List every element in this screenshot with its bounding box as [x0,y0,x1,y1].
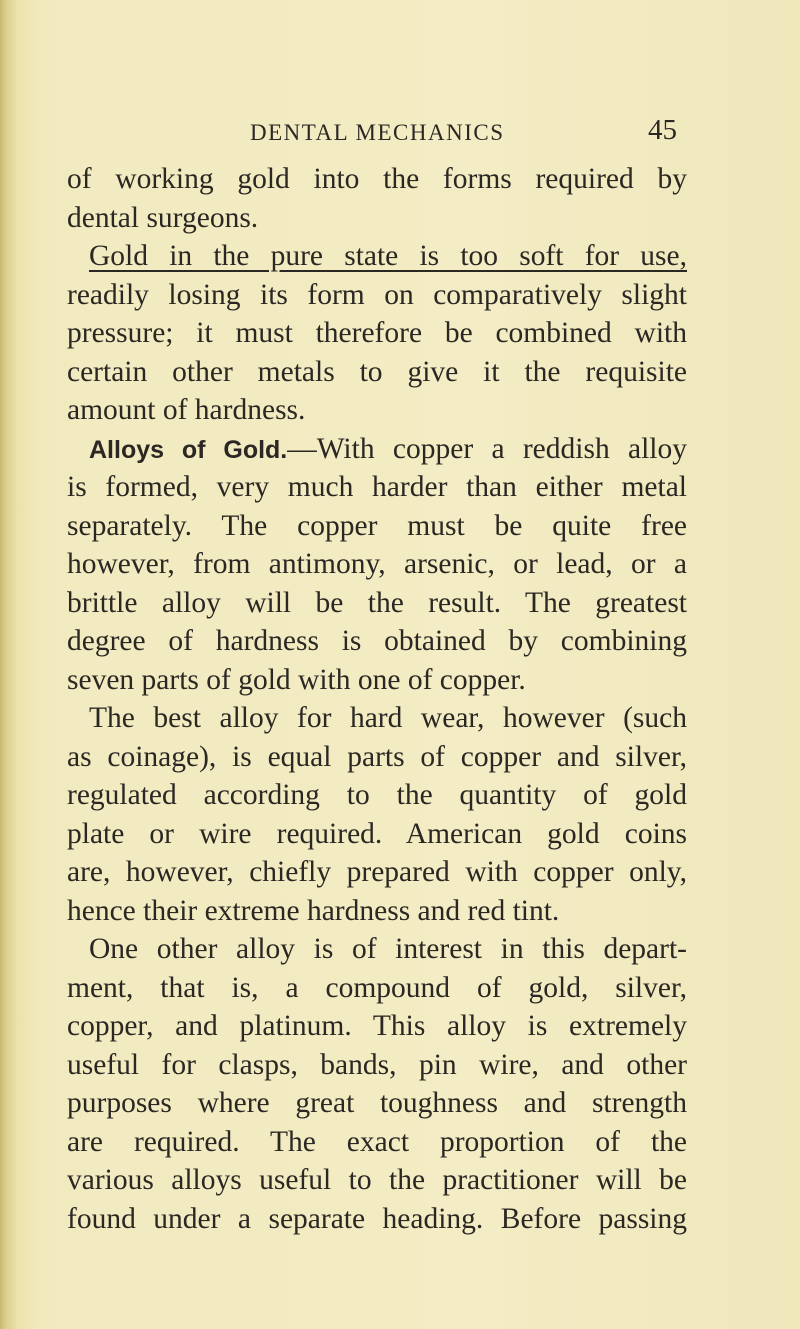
text-line: purposes where great toughness and strength [67,1087,687,1119]
text-line: found under a separate heading. Before passing [67,1202,687,1235]
running-head: DENTAL MECHANICS [250,120,505,145]
text-line: useful for clasps, bands, pin wire, and other [67,1048,687,1081]
text-line: of working gold into the forms required by [67,163,687,195]
text-line: copper, and platinum. This alloy is extremely [67,1010,687,1042]
text-line: various alloys useful to the practitioner will be [67,1164,687,1196]
text-line: are, however, chiefly prepared with copper only, [67,856,687,888]
text-line: plate or wire required. American gold coins [67,817,687,850]
text-line: certain other metals to give it the requisite [67,355,687,388]
text-line: readily losing its form on comparatively slight [67,278,687,311]
text-line: The best alloy for hard wear, however (such [89,702,687,734]
text-line: amount of hardness. [67,394,306,426]
body-text [67,160,687,1238]
text-line: is formed, very much harder than either metal [67,471,687,503]
page-number: 45 [648,114,677,146]
text-line: seven parts of gold with one of copper. [67,663,526,696]
text-line: regulated according to the quantity of gold [67,779,687,811]
text-line: as coinage), is equal parts of copper and silver, [67,740,687,773]
text-line: hence their extreme hardness and red tint. [67,894,560,927]
text-line: however, from antimony, arsenic, or lead, or a [67,548,687,580]
text-line: ment, that is, a compound of gold, silver, [67,971,687,1004]
underlined-text: Gold in the pure state is too soft for use, [89,240,687,272]
page-header [0,114,800,158]
section-text: —With copper a reddish alloy [287,432,687,465]
text-line [67,237,687,276]
section-line [67,430,687,469]
text-line: One other alloy is of interest in this depart- [89,933,687,965]
text-line: brittle alloy will be the result. The greatest [67,586,687,619]
section-heading: Alloys of Gold. [89,435,288,464]
text-line: dental surgeons. [67,201,259,234]
text-line: pressure; it must therefore be combined with [67,317,687,349]
text-line: are required. The exact proportion of the [67,1125,687,1158]
text-line: degree of hardness is obtained by combining [67,625,687,657]
text-line: separately. The copper must be quite free [67,509,687,542]
